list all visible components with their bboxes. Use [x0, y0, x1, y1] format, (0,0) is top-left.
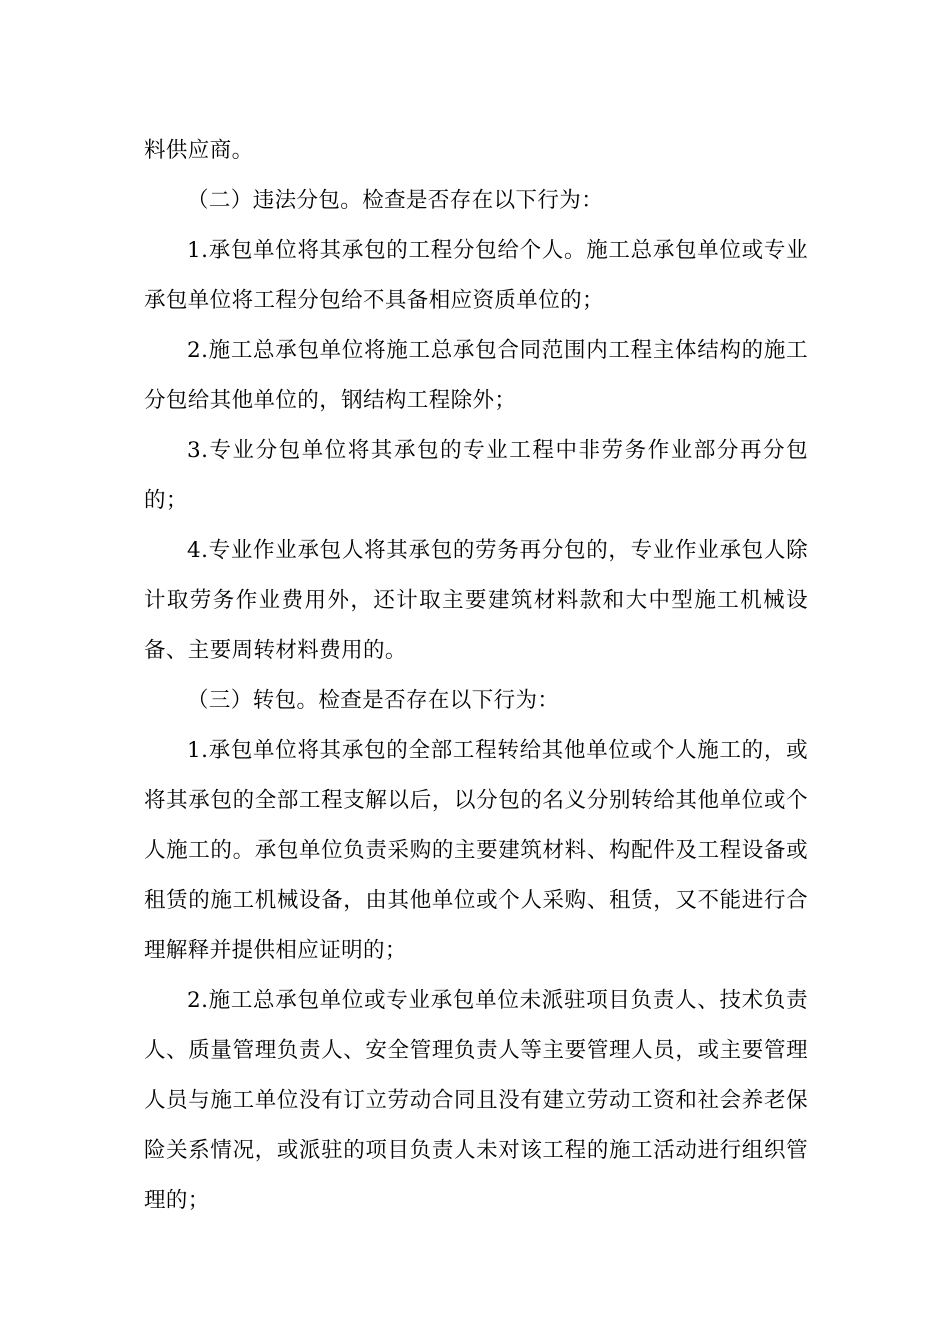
document-body [144, 126, 808, 1226]
list-item: 1.承包单位将其承包的全部工程转给其他单位或个人施工的，或将其承包的全部工程支解以后，以分包的名义分别转给其他单位或个人施工的。承包单位负责采购的主要建筑材料、构配件及工程设备或租赁的施工机械设备，由其他单位或个人采购、租赁，又不能进行合理解释并提供相应证明的； [144, 738, 808, 963]
list-item: 2.施工总承包单位将施工总承包合同范围内工程主体结构的施工分包给其他单位的，钢结构工程除外； [144, 338, 808, 413]
list-item: 2.施工总承包单位或专业承包单位未派驻项目负责人、技术负责人、质量管理负责人、安全管理负责人等主要管理人员，或主要管理人员与施工单位没有订立劳动合同且没有建立劳动工资和社会养老保险关系情况，或派驻的项目负责人未对该工程的施工活动进行组织管理的； [144, 988, 808, 1213]
list-item: 4.专业作业承包人将其承包的劳务再分包的，专业作业承包人除计取劳务作业费用外，还计取主要建筑材料款和大中型施工机械设备、主要周转材料费用的。 [144, 538, 808, 663]
list-item: 3.专业分包单位将其承包的专业工程中非劳务作业部分再分包的； [144, 438, 808, 513]
section-heading-subcontract-transfer: （三）转包。检查是否存在以下行为： [187, 688, 560, 713]
list-item: 1.承包单位将其承包的工程分包给个人。施工总承包单位或专业承包单位将工程分包给不具备相应资质单位的； [144, 238, 808, 313]
paragraph-continuation: 料供应商。 [144, 138, 254, 163]
section-heading-illegal-subcontracting: （二）违法分包。检查是否存在以下行为： [187, 188, 604, 213]
